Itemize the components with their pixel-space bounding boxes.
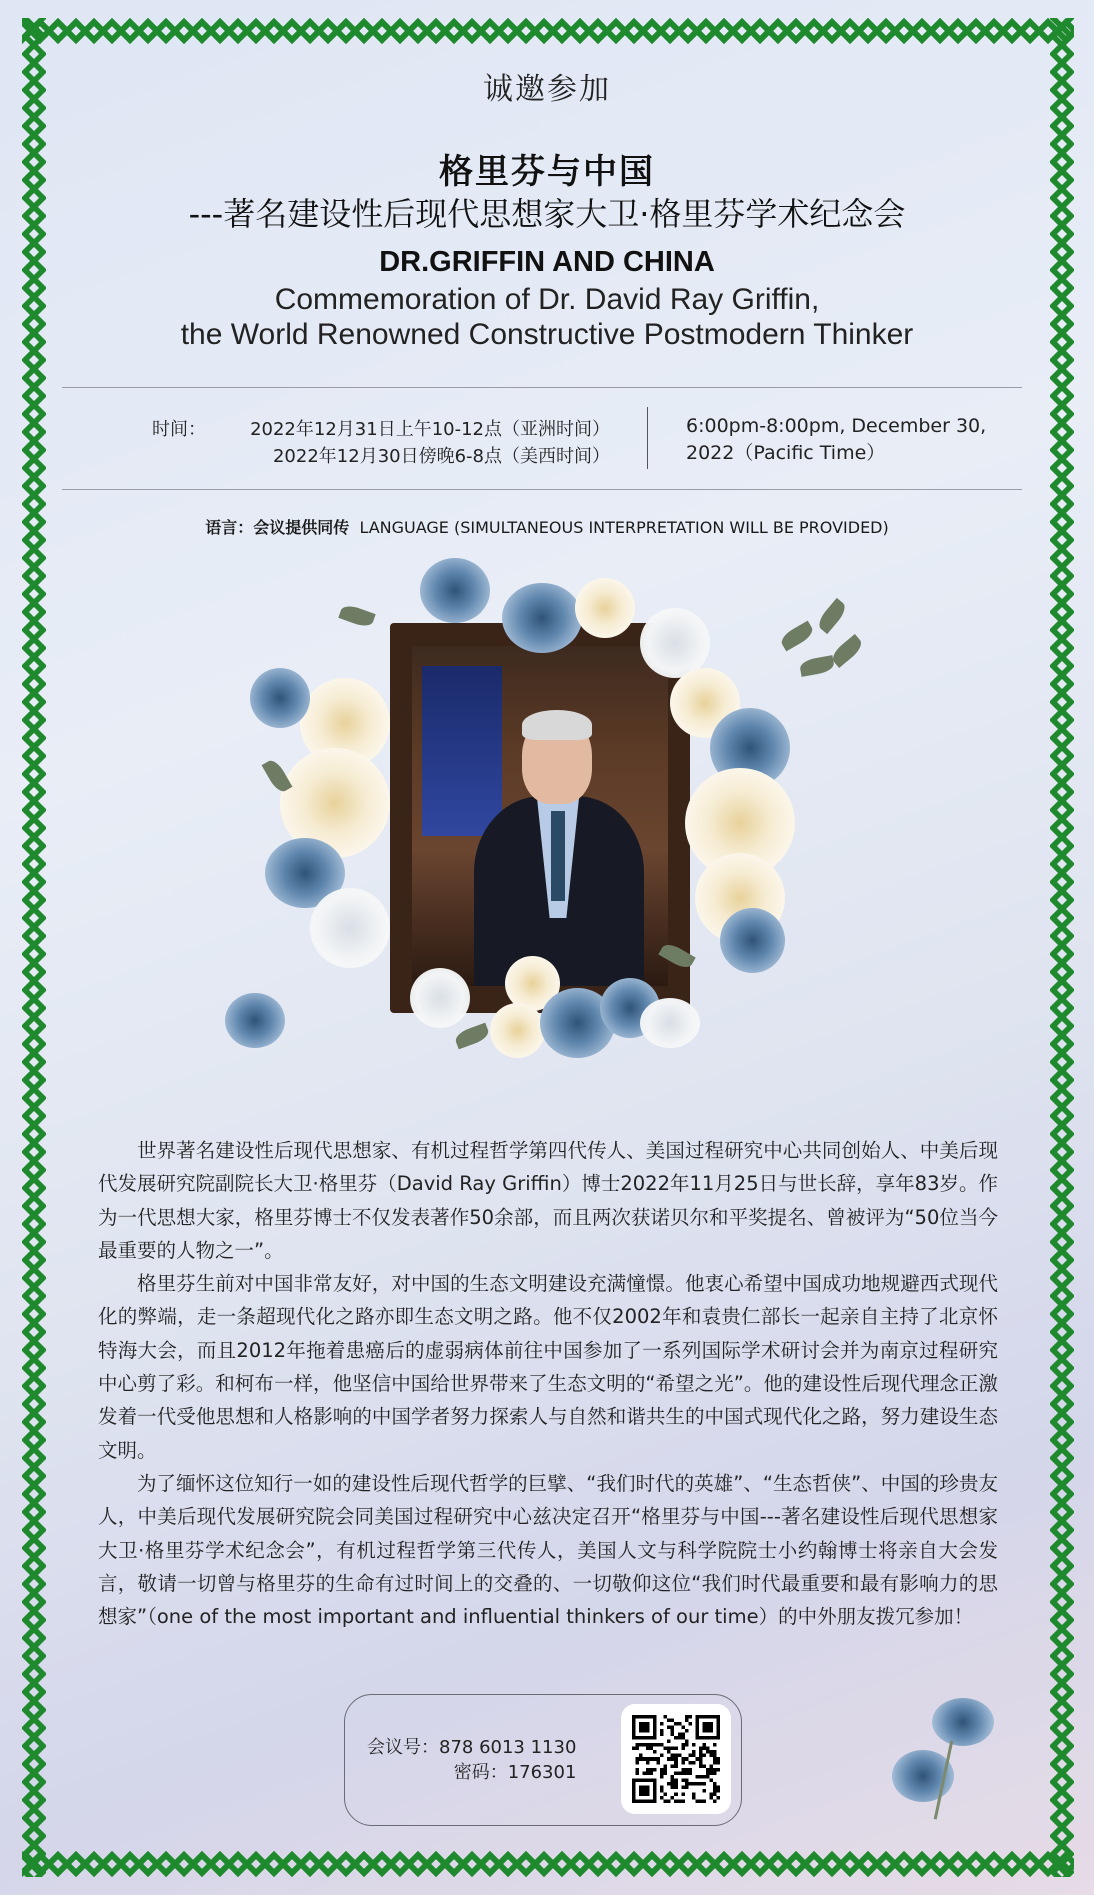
leaf-icon [338,603,375,630]
time-label: 时间： [152,419,206,440]
language-note [60,515,1034,538]
english-subtitle-line2: the World Renowned Constructive Postmodern Thinker [180,318,914,351]
qr-code-card[interactable] [621,1704,731,1814]
flower-icon [310,888,390,968]
paragraph: 格里芬生前对中国非常友好，对中国的生态文明建设充满憧憬。他衷心希望中国成功地规避西式现代化的弊端，走一条超现代化之路亦即生态文明之路。他不仅2002年和袁贵仁部长一起亲自主持了北京怀特海大会，而且2012年拖着患癌后的虚弱病体前往中国参加了一系列国际学术研讨会并为南京过程研究中心剪了彩。和柯布一样，他坚信中国给世界带来了生态文明的“希望之光”。他的建设性后现代理念正激发着一代受他思想和人格影响的中国学者努力探索人与自然和谐共生的中国式现代化之路，努力建设生态文明。 [98,1272,998,1462]
flower-icon [502,583,582,653]
flower-icon [640,998,700,1048]
flower-icon [575,578,635,638]
tree-border-left [22,18,46,1877]
english-subtitle [60,282,1034,352]
meeting-credentials [367,1735,576,1785]
floral-portrait [240,548,920,1108]
time-chinese [120,416,610,470]
meeting-id: 会议号：878 6013 1130 [367,1737,577,1758]
divider-top [62,387,1022,388]
divider-bottom [62,489,1022,490]
leaf-icon [815,598,849,634]
flower-icon [490,1003,545,1058]
flower-icon [932,1698,994,1746]
flower-icon [720,908,785,973]
tree-border-bottom [22,1851,1074,1877]
time-english [686,413,1006,467]
language-label-zh: 语言：会议提供同传 [205,518,350,537]
flower-icon [420,558,490,623]
leaf-icon [829,634,865,668]
time-pacific-zh: 2022年12月30日傍晚6-8点（美西时间） [272,446,610,467]
chinese-title: 格里芬与中国 [439,152,655,192]
english-subtitle-line1: Commemoration of Dr. David Ray Griffin, [274,283,820,316]
announcement-body [98,1134,998,1633]
leaf-icon [799,655,835,677]
leaf-icon [778,621,815,652]
leaf-icon [453,1023,490,1050]
chinese-subtitle: ---著名建设性后现代思想家大卫·格里芬学术纪念会 [188,195,906,233]
english-title: DR.GRIFFIN AND CHINA [379,246,715,278]
flower-icon [410,968,470,1028]
time-english-line2: 2022（Pacific Time） [686,442,886,464]
tree-border-right [1050,18,1074,1877]
meeting-password: 密码：176301 [453,1762,577,1783]
time-divider [647,407,648,469]
invite-heading: 诚邀参加 [483,72,611,107]
time-english-line1: 6:00pm-8:00pm, December 30, [686,415,987,437]
flower-icon [250,668,310,728]
time-asia: 2022年12月31日上午10-12点（亚洲时间） [250,419,610,440]
flower-icon [225,993,285,1048]
paragraph: 世界著名建设性后现代思想家、有机过程哲学第四代传人、美国过程研究中心共同创始人、中美后现代发展研究院副院长大卫·格里芬（David Ray Griffin）博士2022年11月25日与世长辞，享年83岁。作为一代思想大家，格里芬博士不仅发表著作50余部，而且两次获诺贝尔和平奖提名、曾被评为“50位当今最重要的人物之一”。 [98,1139,998,1262]
flower-decoration-bottom-right [882,1690,1012,1830]
paragraph: 为了缅怀这位知行一如的建设性后现代哲学的巨擘、“我们时代的英雄”、“生态哲侠”、中国的珍贵友人，中美后现代发展研究院会同美国过程研究中心兹决定召开“格里芬与中国---著名建设性后现代思想家大卫·格里芬学术纪念会”，有机过程哲学第三代传人，美国人文与科学院院士小约翰博士将亲自大会发言，敬请一切曾与格里芬的生命有过时间上的交叠的、一切敬仰这位“我们时代最重要和最有影响力的思想家”（one of the most important and influential thinkers of our time）的中外朋友拨冗参加！ [98,1471,998,1629]
language-label-en: LANGUAGE (SIMULTANEOUS INTERPRETATION WILL BE PROVIDED) [359,518,889,537]
qr-code-icon [632,1715,720,1803]
portrait-photo [412,646,668,986]
meeting-info-box [344,1694,742,1826]
tree-border-top [22,18,1074,44]
